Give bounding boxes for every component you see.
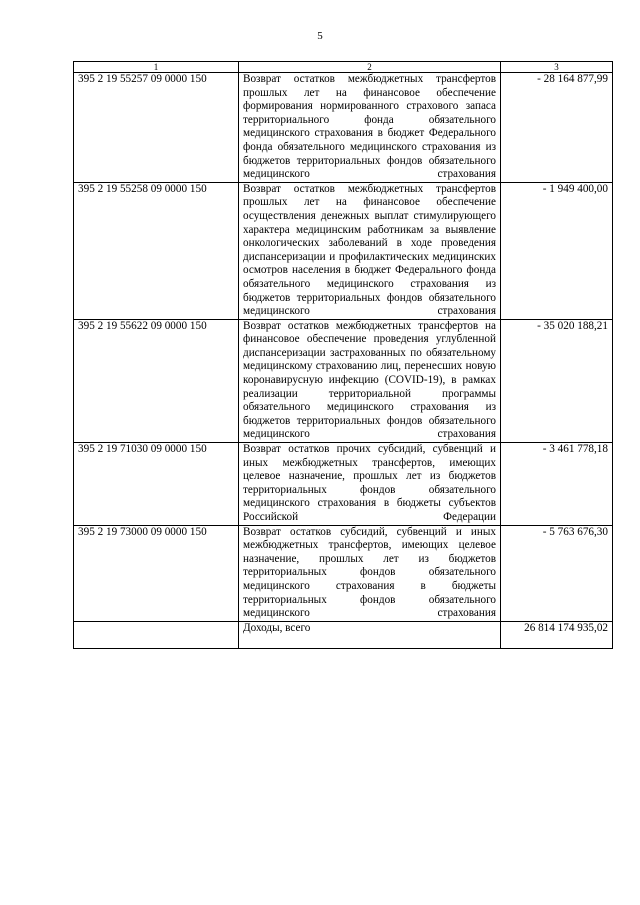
budget-code: 395 2 19 71030 09 0000 150: [74, 443, 239, 526]
budget-code: 395 2 19 55258 09 0000 150: [74, 182, 239, 319]
budget-code: 395 2 19 55257 09 0000 150: [74, 73, 239, 183]
budget-code: 395 2 19 55622 09 0000 150: [74, 319, 239, 442]
column-header-2: 2: [239, 62, 501, 73]
row-description: Возврат остатков межбюджетных трансфертов на финансовое обеспечение проведения углубленной диспансеризации застрахованных по обязательному медицинскому страхованию лиц, перенесших новую коронавирусную инфекцию (COVID-19), в рамках реализации территориальной программы обязательного медицинского страхования из бюджетов территориальных фондов обязательного медицинского страхования: [239, 319, 501, 442]
table-row: [74, 73, 613, 183]
row-amount: - 35 020 188,21: [501, 319, 613, 442]
total-label: Доходы, всего: [239, 621, 501, 648]
row-amount: - 1 949 400,00: [501, 182, 613, 319]
total-code-cell: [74, 621, 239, 648]
column-header-1: 1: [74, 62, 239, 73]
row-description: Возврат остатков субсидий, субвенций и иных межбюджетных трансфертов, имеющих целевое назначение, прошлых лет из бюджетов территориальных фондов обязательного медицинского страхования в бюджеты территориальных фондов обязательного медицинского страхования: [239, 525, 501, 621]
page-number: 5: [317, 30, 323, 42]
table-row: [74, 319, 613, 442]
table-row: [74, 182, 613, 319]
row-description: Возврат остатков прочих субсидий, субвенций и иных межбюджетных трансфертов, имеющих целевое назначение, прошлых лет из бюджетов территориальных фондов обязательного медицинского страхования в бюджеты субъектов Российской Федерации: [239, 443, 501, 526]
row-amount: - 3 461 778,18: [501, 443, 613, 526]
row-amount: - 28 164 877,99: [501, 73, 613, 183]
budget-code: 395 2 19 73000 09 0000 150: [74, 525, 239, 621]
table-row: [74, 443, 613, 526]
row-description: Возврат остатков межбюджетных трансфертов прошлых лет на финансовое обеспечение осуществления денежных выплат стимулирующего характера медицинским работникам за выявление онкологических заболеваний в ходе проведения диспансеризации и профилактических медицинских осмотров населения в бюджет Федерального фонда обязательного медицинского страхования из бюджетов территориальных фондов обязательного медицинского страхования: [239, 182, 501, 319]
total-row: [74, 621, 613, 648]
table-row: [74, 525, 613, 621]
table-header-row: [74, 62, 613, 73]
column-header-3: 3: [501, 62, 613, 73]
revenue-table: [73, 61, 613, 649]
total-amount: 26 814 174 935,02: [501, 621, 613, 648]
row-description: Возврат остатков межбюджетных трансфертов прошлых лет на финансовое обеспечение формирования нормированного страхового запаса территориального фонда обязательного медицинского страхования в бюджет Федерального фонда обязательного медицинского страхования из бюджетов территориальных фондов обязательного медицинского страхования: [239, 73, 501, 183]
row-amount: - 5 763 676,30: [501, 525, 613, 621]
